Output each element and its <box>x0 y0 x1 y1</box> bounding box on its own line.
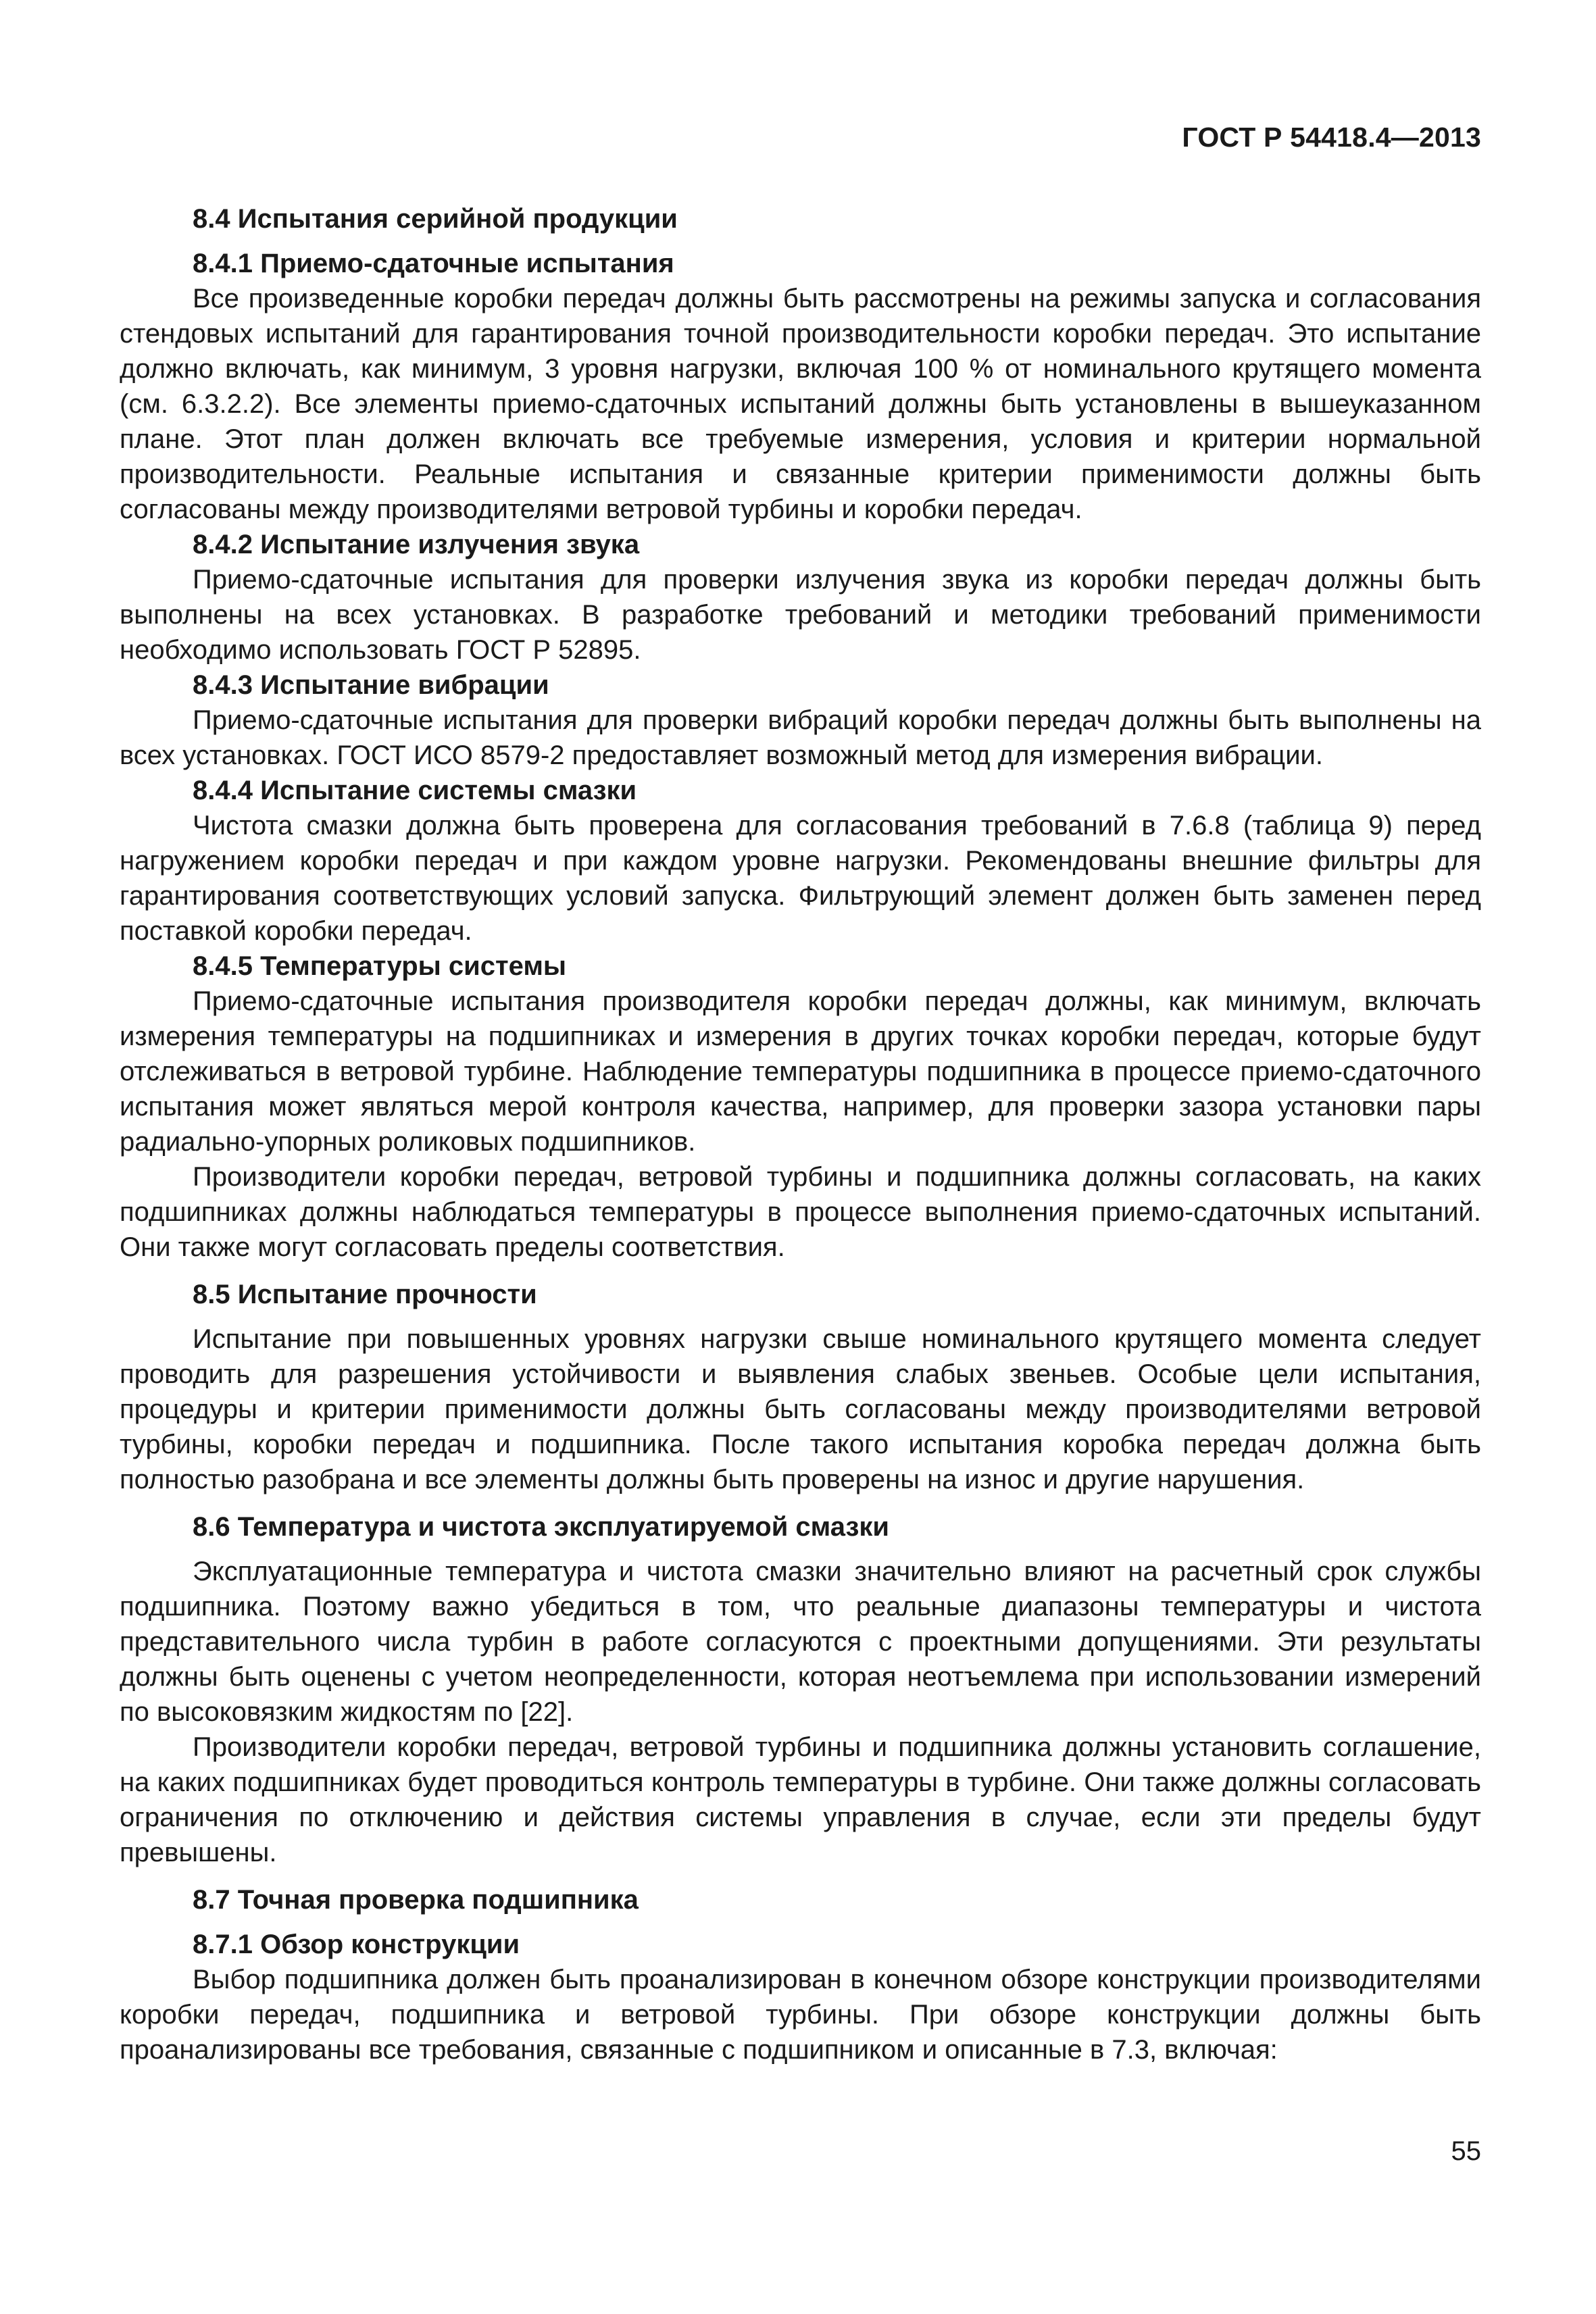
section-8-5-title: 8.5 Испытание прочности <box>193 1280 537 1309</box>
section-8-4-1-title: 8.4.1 Приемо-сдаточные испытания <box>193 249 674 278</box>
section-8-4-2-paragraph: Приемо-сдаточные испытания для проверки излучения звука из коробки передач должны быть выполнены на всех установках. В разработке требований и методики требований применимости необходимо использовать ГОСТ Р 52895. <box>120 565 1481 665</box>
section-8-7-1-title: 8.7.1 Обзор конструкции <box>193 1930 520 1959</box>
document-header-id: ГОСТ Р 54418.4—2013 <box>1182 122 1481 153</box>
section-8-6-title: 8.6 Температура и чистота эксплуатируемой смазки <box>193 1512 889 1542</box>
section-8-4-5-paragraph-1: Приемо-сдаточные испытания производителя коробки передач должны, как минимум, включать измерения температуры на подшипниках и измерения в других точках коробки передач, которые будут отслеживаться в ветровой турбине. Наблюдение температуры подшипника в процессе приемо-сдаточного испытания может являться мерой контроля качества, например, для проверки зазора установки пары радиально-упорных роликовых подшипников. <box>120 986 1481 1157</box>
section-8-4-4-title: 8.4.4 Испытание системы смазки <box>193 776 637 805</box>
section-8-4-3-paragraph: Приемо-сдаточные испытания для проверки вибраций коробки передач должны быть выполнены на всех установках. ГОСТ ИСО 8579-2 предоставляет возможный метод для измерения вибрации. <box>120 705 1481 770</box>
section-8-4-title: 8.4 Испытания серийной продукции <box>193 204 678 234</box>
section-8-4-5-title: 8.4.5 Температуры системы <box>193 951 567 981</box>
section-8-4-3-title: 8.4.3 Испытание вибрации <box>193 670 549 700</box>
page-number: 55 <box>1451 2136 1481 2166</box>
section-8-4-4-paragraph: Чистота смазки должна быть проверена для согласования требований в 7.6.8 (таблица 9) перед нагружением коробки передач и при каждом уровне нагрузки. Рекомендованы внешние фильтры для гарантирования соответствующих условий запуска. Фильтрующий элемент должен быть заменен перед поставкой коробки передач. <box>120 811 1481 946</box>
section-8-5-paragraph: Испытание при повышенных уровнях нагрузки свыше номинального крутящего момента следует проводить для разрешения устойчивости и выявления слабых звеньев. Особые цели испытания, процедуры и критерии применимости должны быть согласованы между производителями ветровой турбины, коробки передач и подшипника. После такого испытания коробка передач должна быть полностью разобрана и все элементы должны быть проверены на износ и другие нарушения. <box>120 1324 1481 1494</box>
section-8-7-1-paragraph: Выбор подшипника должен быть проанализирован в конечном обзоре конструкции производителями коробки передач, подшипника и ветровой турбины. При обзоре конструкции должны быть проанализированы все требования, связанные с подшипником и описанные в 7.3, включая: <box>120 1965 1481 2065</box>
document-body <box>120 201 1481 2067</box>
section-8-4-1-paragraph: Все произведенные коробки передач должны быть рассмотрены на режимы запуска и согласования стендовых испытаний для гарантирования точной производительности коробки передач. Это испытание должно включать, как минимум, 3 уровня нагрузки, включая 100 % от номинального крутящего момента (см. 6.3.2.2). Все элементы приемо-сдаточных испытаний должны быть установлены в вышеуказанном плане. Этот план должен включать все требуемые измерения, условия и критерии нормальной производительности. Реальные испытания и связанные критерии применимости должны быть согласованы между производителями ветровой турбины и коробки передач. <box>120 284 1481 524</box>
section-8-6-paragraph-1: Эксплуатационные температура и чистота смазки значительно влияют на расчетный срок службы подшипника. Поэтому важно убедиться в том, что реальные диапазоны температуры и чистота представительного числа турбин в работе согласуются с проектными допущениями. Эти результаты должны быть оценены с учетом неопределенности, которая неотъемлема при использовании измерений по высоковязким жидкостям по [22]. <box>120 1557 1481 1727</box>
section-8-7-title: 8.7 Точная проверка подшипника <box>193 1885 639 1915</box>
section-8-4-5-paragraph-2: Производители коробки передач, ветровой турбины и подшипника должны согласовать, на каких подшипниках должны наблюдаться температуры в процессе выполнения приемо-сдаточных испытаний. Они также могут согласовать пределы соответствия. <box>120 1162 1481 1262</box>
section-8-4-2-title: 8.4.2 Испытание излучения звука <box>193 530 640 559</box>
section-8-6-paragraph-2: Производители коробки передач, ветровой турбины и подшипника должны установить соглашение, на каких подшипниках будет проводиться контроль температуры в турбине. Они также должны согласовать ограничения по отключению и действия системы управления в случае, если эти пределы будут превышены. <box>120 1732 1481 1867</box>
